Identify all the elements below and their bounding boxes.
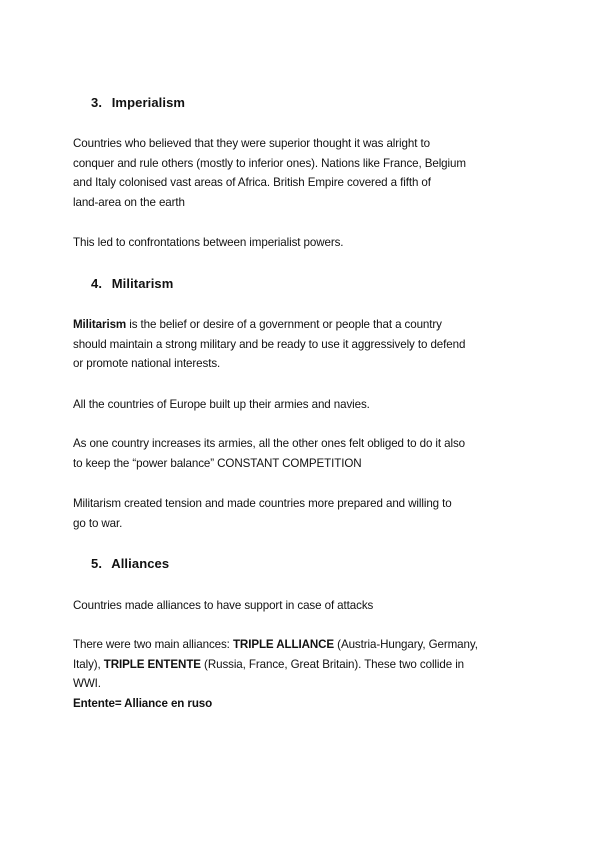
text-line <box>73 655 533 675</box>
text-line: All the countries of Europe built up their armies and navies. <box>73 398 370 411</box>
section-number: 4. <box>91 276 103 291</box>
text-line <box>73 315 533 335</box>
alliances-paragraph-2 <box>73 635 533 713</box>
text-line: WWI. <box>73 677 101 690</box>
text-line: to keep the “power balance” CONSTANT COMPETITION <box>73 456 362 470</box>
text-line: go to war. <box>73 516 123 530</box>
section-heading-imperialism <box>91 95 185 110</box>
text-line: or promote national interests. <box>73 357 221 370</box>
section-heading-alliances <box>91 556 169 571</box>
definition-text: is the belief or desire of a government or people that a country <box>126 318 442 331</box>
section-title: Militarism <box>111 276 174 291</box>
militarism-paragraph-4 <box>73 494 533 533</box>
militarism-paragraph-1 <box>73 315 533 374</box>
text-line: Countries made alliances to have support in case of attacks <box>73 599 374 612</box>
section-title: Alliances <box>111 556 170 571</box>
imperialism-paragraph-1 <box>73 134 533 212</box>
alliances-intro: There were two main alliances: <box>73 638 233 651</box>
section-number: 3. <box>91 95 103 110</box>
text-line: and Italy colonised vast areas of Africa. British Empire covered a fifth of <box>73 176 431 189</box>
militarism-paragraph-3 <box>73 434 533 473</box>
term-militarism: Militarism <box>73 318 127 331</box>
section-title: Imperialism <box>111 95 186 110</box>
triple-entente-members: (Russia, France, Great Britain). These two collide in <box>200 657 465 671</box>
triple-entente-label: TRIPLE ENTENTE <box>103 657 201 671</box>
entente-note: Entente= Alliance en ruso <box>73 696 213 710</box>
alliances-paragraph-1 <box>73 596 533 616</box>
section-heading-militarism <box>91 276 173 291</box>
section-number: 5. <box>91 556 103 571</box>
imperialism-paragraph-2 <box>73 233 533 253</box>
triple-alliance-label: TRIPLE ALLIANCE <box>232 638 335 651</box>
triple-alliance-members-cont: Italy), <box>73 657 104 671</box>
triple-alliance-members: (Austria-Hungary, Germany, <box>334 638 478 651</box>
militarism-paragraph-2 <box>73 395 533 415</box>
text-line: As one country increases its armies, all the other ones felt obliged to do it also <box>73 437 466 450</box>
text-line: conquer and rule others (mostly to inferior ones). Nations like France, Belgium <box>73 156 466 170</box>
text-line: Militarism created tension and made countries more prepared and willing to <box>73 497 452 510</box>
text-line: should maintain a strong military and be ready to use it aggressively to defend <box>73 337 466 351</box>
text-line <box>73 635 533 655</box>
text-line: land-area on the earth <box>73 195 185 209</box>
text-line: This led to confrontations between imperialist powers. <box>73 236 344 249</box>
text-line: Countries who believed that they were superior thought it was alright to <box>73 137 430 150</box>
